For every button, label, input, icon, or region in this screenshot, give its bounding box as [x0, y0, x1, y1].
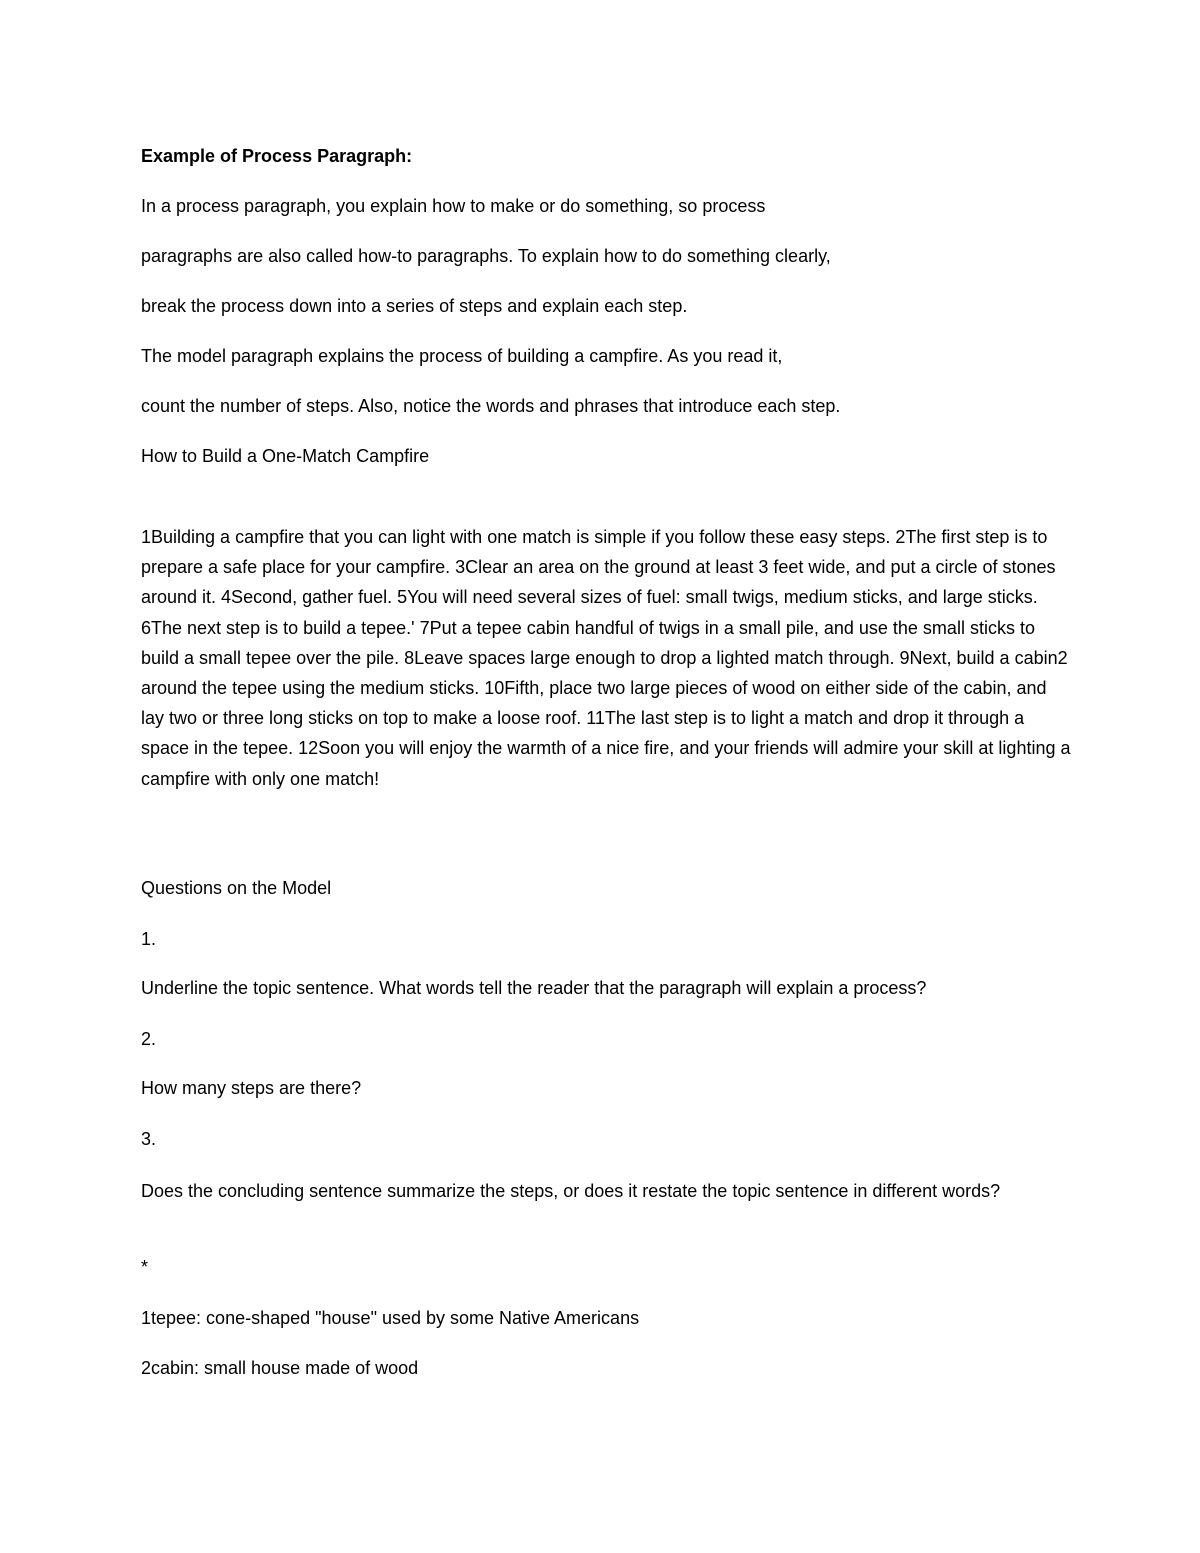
footnote-1: 1tepee: cone-shaped "house" used by some Native Americans — [141, 1308, 640, 1328]
question-2-text: How many steps are there? — [141, 1078, 362, 1098]
intro-line-3: break the process down into a series of steps and explain each step. — [141, 296, 688, 316]
questions-heading: Questions on the Model — [141, 878, 332, 898]
model-paragraph: 1Building a campfire that you can light with one match is simple if you follow these easy steps. 2The first step is to prepare a safe place for your campfire. 3Clear an area on the ground at least 3 feet wide, and put a circle of stones around it. 4Second, gather fuel. 5You will need several sizes of fuel: small twigs, medium sticks, and large sticks. 6The next step is to build a tepee.' 7Put a tepee cabin handful of twigs in a small pile, and use the small sticks to build a small tepee over the pile. 8Leave spaces large enough to drop a lighted match through. 9Next, build a cabin2 around the tepee using the medium sticks. 10Fifth, place two large pieces of wood on either side of the cabin, and lay two or three long sticks on top to make a loose roof. 11The last step is to light a match and drop it through a space in the tepee. 12Soon you will enjoy the warmth of a nice fire, and your friends will admire your skill at lighting a campfire with only one match! — [141, 527, 1071, 789]
question-1-text: Underline the topic sentence. What words tell the reader that the paragraph will explain a process? — [141, 978, 927, 998]
footnote-2: 2cabin: small house made of wood — [141, 1358, 419, 1378]
model-title: How to Build a One-Match Campfire — [141, 446, 430, 466]
question-2-number: 2. — [141, 1029, 157, 1049]
footnote-marker: * — [141, 1257, 149, 1277]
intro-line-5: count the number of steps. Also, notice the words and phrases that introduce each step. — [141, 396, 841, 416]
page-title: Example of Process Paragraph: — [141, 146, 413, 166]
intro-line-2: paragraphs are also called how-to paragraphs. To explain how to do something clearly, — [141, 246, 831, 266]
question-3-number: 3. — [141, 1129, 157, 1149]
question-1-number: 1. — [141, 929, 157, 949]
question-3-text: Does the concluding sentence summarize the steps, or does it restate the topic sentence in different words? — [141, 1181, 1001, 1201]
intro-line-4: The model paragraph explains the process of building a campfire. As you read it, — [141, 346, 783, 366]
intro-line-1: In a process paragraph, you explain how to make or do something, so process — [141, 196, 766, 216]
